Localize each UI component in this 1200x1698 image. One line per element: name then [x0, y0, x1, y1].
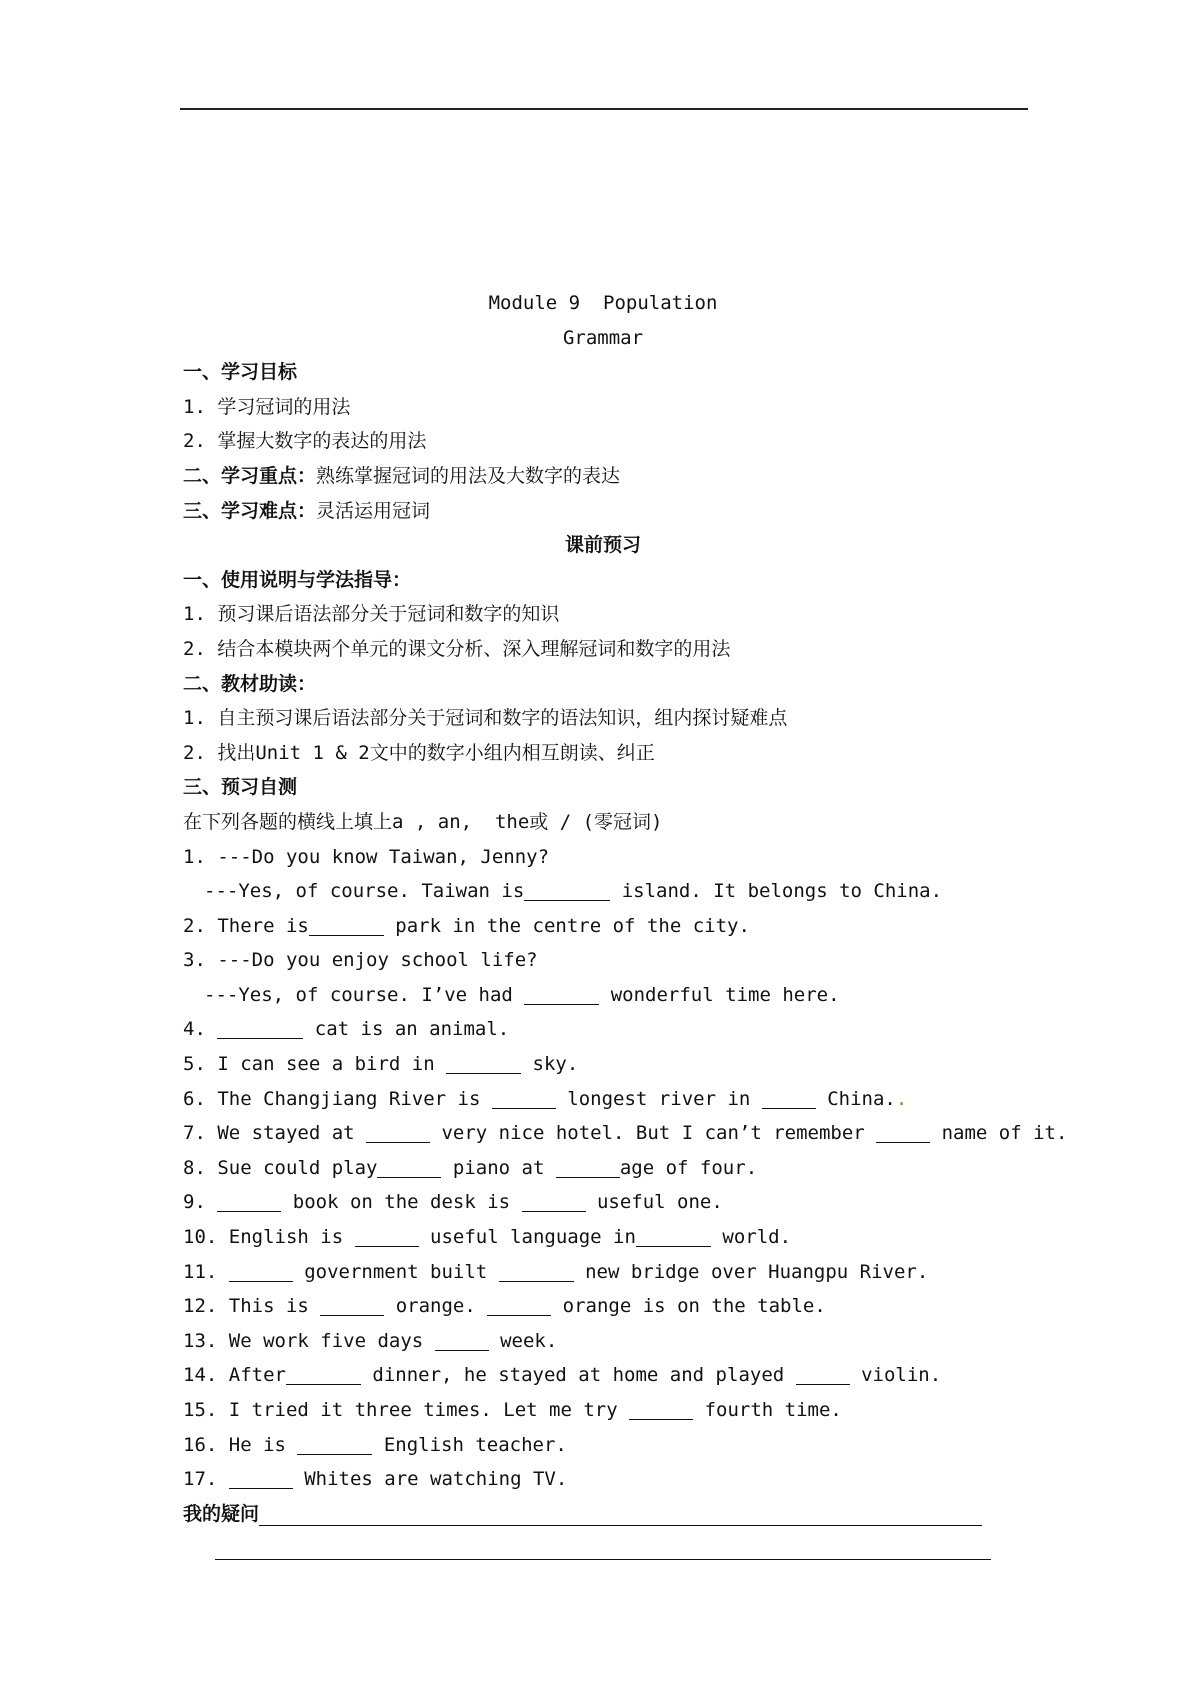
- guide-heading: 一、使用说明与学法指导：: [183, 568, 412, 591]
- worksheet: [183, 286, 1068, 1566]
- difficulty-label: 三、学习难点：: [183, 499, 317, 522]
- answer-blank[interactable]: [629, 1397, 693, 1420]
- objectives-heading: 一、学习目标: [183, 361, 298, 384]
- question-5: 5. I can see a bird in sky.: [183, 1053, 579, 1076]
- answer-blank[interactable]: [217, 1016, 303, 1039]
- page-title: Module 9 Population: [488, 292, 718, 314]
- answer-blank[interactable]: [309, 913, 384, 936]
- answer-blank[interactable]: [524, 982, 599, 1005]
- question-2: 2. There is park in the centre of the city.: [183, 914, 750, 937]
- answer-blank[interactable]: [377, 1155, 441, 1178]
- question-1a: 1. ---Do you know Taiwan, Jenny?: [183, 845, 550, 868]
- answer-blank[interactable]: [524, 878, 610, 901]
- question-14: 14. After dinner, he stayed at home and played violin.: [183, 1364, 942, 1387]
- answer-blank[interactable]: [556, 1155, 620, 1178]
- question-9: 9. book on the desk is useful one.: [183, 1191, 723, 1214]
- reading-item-2: 2. 找出Unit 1 & 2文中的数字小组内相互朗读、纠正: [183, 741, 655, 764]
- reading-heading: 二、教材助读：: [183, 672, 317, 695]
- questions-answer-line[interactable]: [259, 1501, 982, 1526]
- answer-blank[interactable]: [286, 1362, 361, 1385]
- answer-blank[interactable]: [762, 1086, 816, 1109]
- answer-blank[interactable]: [499, 1259, 574, 1282]
- questions-label: 我的疑问: [183, 1502, 260, 1525]
- answer-blank[interactable]: [446, 1051, 521, 1074]
- question-3a: 3. ---Do you enjoy school life?: [183, 949, 538, 972]
- question-4: 4. cat is an animal.: [183, 1018, 510, 1041]
- guide-item-1: 1. 预习课后语法部分关于冠词和数字的知识: [183, 603, 560, 626]
- answer-blank[interactable]: [355, 1224, 419, 1247]
- answer-blank[interactable]: [320, 1293, 384, 1316]
- questions-footer: [183, 1497, 1043, 1532]
- question-7: 7. We stayed at very nice hotel. But I can’t remember name of it.: [183, 1122, 1068, 1145]
- answer-blank[interactable]: [366, 1120, 430, 1143]
- question-11: 11. government built new bridge over Huangpu River.: [183, 1260, 929, 1283]
- objective-item-1: 1. 学习冠词的用法: [183, 395, 351, 418]
- key-point-label: 二、学习重点：: [183, 464, 317, 487]
- objective-item-2: 2. 掌握大数字的表达的用法: [183, 430, 427, 453]
- answer-blank[interactable]: [487, 1293, 551, 1316]
- questions-answer-line[interactable]: [215, 1535, 991, 1560]
- guide-item-2: 2. 结合本模块两个单元的课文分析、深入理解冠词和数字的用法: [183, 637, 731, 660]
- question-10: 10. English is useful language in world.: [183, 1226, 792, 1249]
- stray-dot: .: [895, 1087, 908, 1110]
- page-subtitle: Grammar: [562, 326, 644, 349]
- test-instruction: 在下列各题的横线上填上a , an, the或 / (零冠词): [183, 810, 663, 833]
- answer-blank[interactable]: [217, 1189, 281, 1212]
- header-rule: [180, 108, 1028, 110]
- question-1b: ---Yes, of course. Taiwan is island. It belongs to China.: [204, 880, 943, 903]
- answer-blank[interactable]: [636, 1224, 711, 1247]
- answer-blank[interactable]: [229, 1259, 293, 1282]
- key-point-text: 熟练掌握冠词的用法及大数字的表达: [316, 464, 621, 487]
- difficulty-text: 灵活运用冠词: [316, 499, 431, 522]
- question-3b: ---Yes, of course. I’ve had wonderful time here.: [204, 983, 840, 1006]
- answer-blank[interactable]: [796, 1362, 850, 1385]
- difficulty: [183, 494, 1043, 529]
- questions-footer-line2: [183, 1531, 1043, 1566]
- question-12: 12. This is orange. orange is on the table.: [183, 1295, 826, 1318]
- answer-blank[interactable]: [522, 1189, 586, 1212]
- question-6: 6. The Changjiang River is longest river in China..: [183, 1087, 908, 1110]
- answer-blank[interactable]: [297, 1432, 372, 1455]
- question-8: 8. Sue could play piano at age of four.: [183, 1156, 758, 1179]
- reading-item-1: 1. 自主预习课后语法部分关于冠词和数字的语法知识，组内探讨疑难点: [183, 707, 788, 730]
- answer-blank[interactable]: [229, 1466, 293, 1489]
- key-point: [183, 459, 1043, 494]
- question-13: 13. We work five days week.: [183, 1329, 558, 1352]
- test-heading: 三、预习自测: [183, 776, 298, 799]
- question-16: 16. He is English teacher.: [183, 1433, 567, 1456]
- answer-blank[interactable]: [435, 1328, 489, 1351]
- question-17: 17. Whites are watching TV.: [183, 1468, 568, 1491]
- answer-blank[interactable]: [492, 1086, 556, 1109]
- preview-title: 课前预习: [564, 534, 641, 557]
- question-15: 15. I tried it three times. Let me try fourth time.: [183, 1399, 842, 1421]
- answer-blank[interactable]: [876, 1120, 930, 1143]
